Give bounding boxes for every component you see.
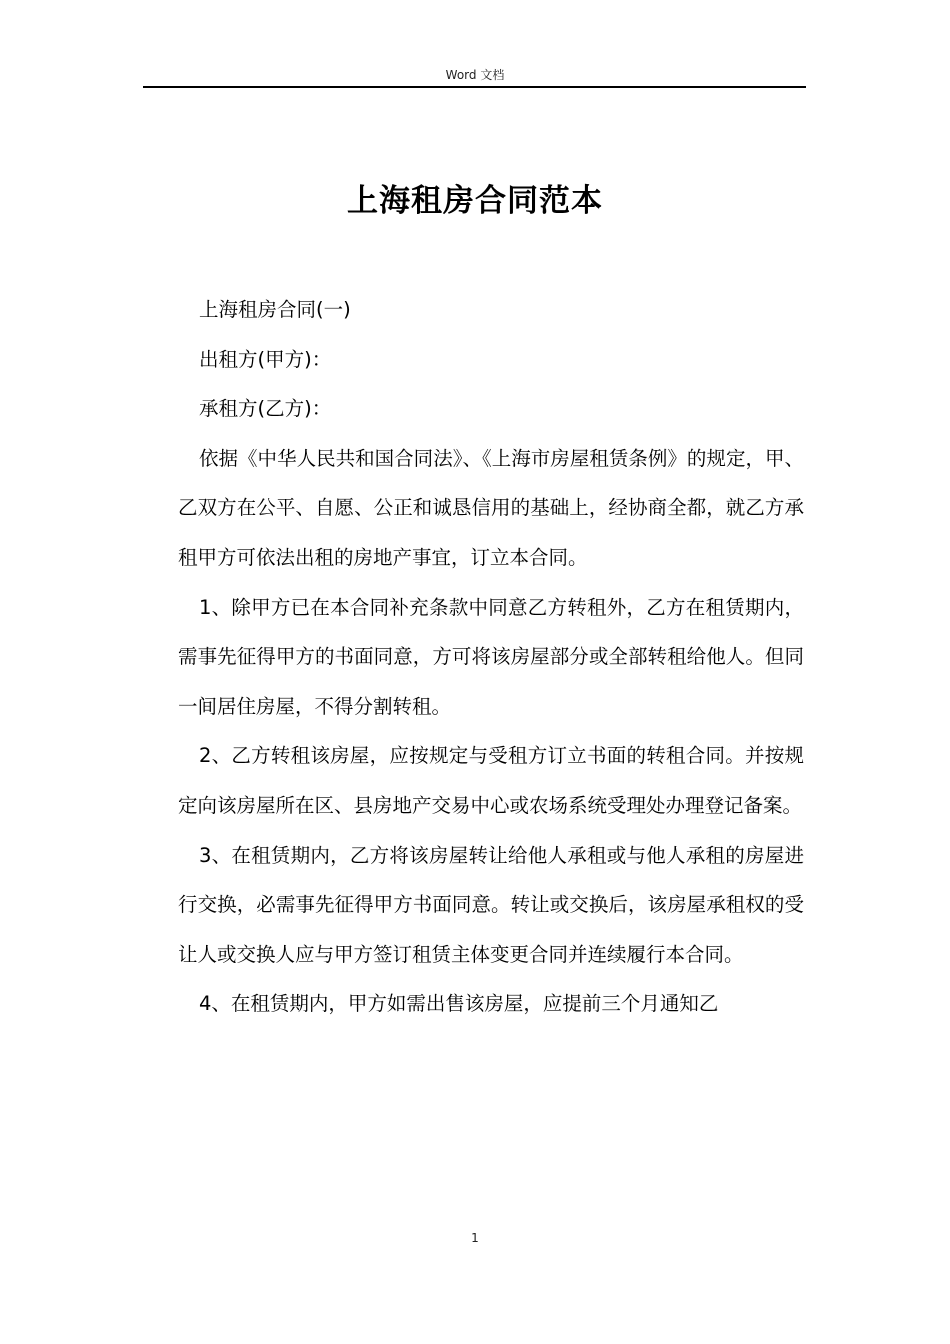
paragraph-contract-heading: 上海租房合同(一) <box>199 298 351 321</box>
paragraph-clause-2: 2、乙方转租该房屋，应按规定与受租方订立书面的转租合同。并按规定向该房屋所在区、县房地产交易中心或农场系统受理处办理登记备案。 <box>178 744 804 817</box>
paragraph-lessee: 承租方(乙方)： <box>199 397 332 421</box>
paragraph-lessor: 出租方(甲方)： <box>199 347 332 371</box>
header-divider <box>143 86 806 88</box>
paragraph-clause-4: 4、在租赁期内，甲方如需出售该房屋，应提前三个月通知乙 <box>199 992 719 1016</box>
document-title: 上海租房合同范本 <box>347 182 603 219</box>
page-number: 1 <box>471 1231 479 1245</box>
page-header: Word 文档 <box>445 68 505 82</box>
paragraph-clause-1: 1、除甲方已在本合同补充条款中同意乙方转租外，乙方在租赁期内，需事先征得甲方的书面同意，方可将该房屋部分或全部转租给他人。但同一间居住房屋，不得分割转租。 <box>178 595 804 718</box>
paragraph-clause-3: 3、在租赁期内，乙方将该房屋转让给他人承租或与他人承租的房屋进行交换，必需事先征得甲方书面同意。转让或交换后，该房屋承租权的受让人或交换人应与甲方签订租赁主体变更合同并连续履行本合同。 <box>178 843 804 966</box>
document-body <box>178 285 804 1029</box>
paragraph-preamble: 依据《中华人民共和国合同法》、《上海市房屋租赁条例》的规定，甲、乙双方在公平、自愿、公正和诚恳信用的基础上，经协商全都，就乙方承租甲方可依法出租的房地产事宜，订立本合同。 <box>178 446 804 569</box>
